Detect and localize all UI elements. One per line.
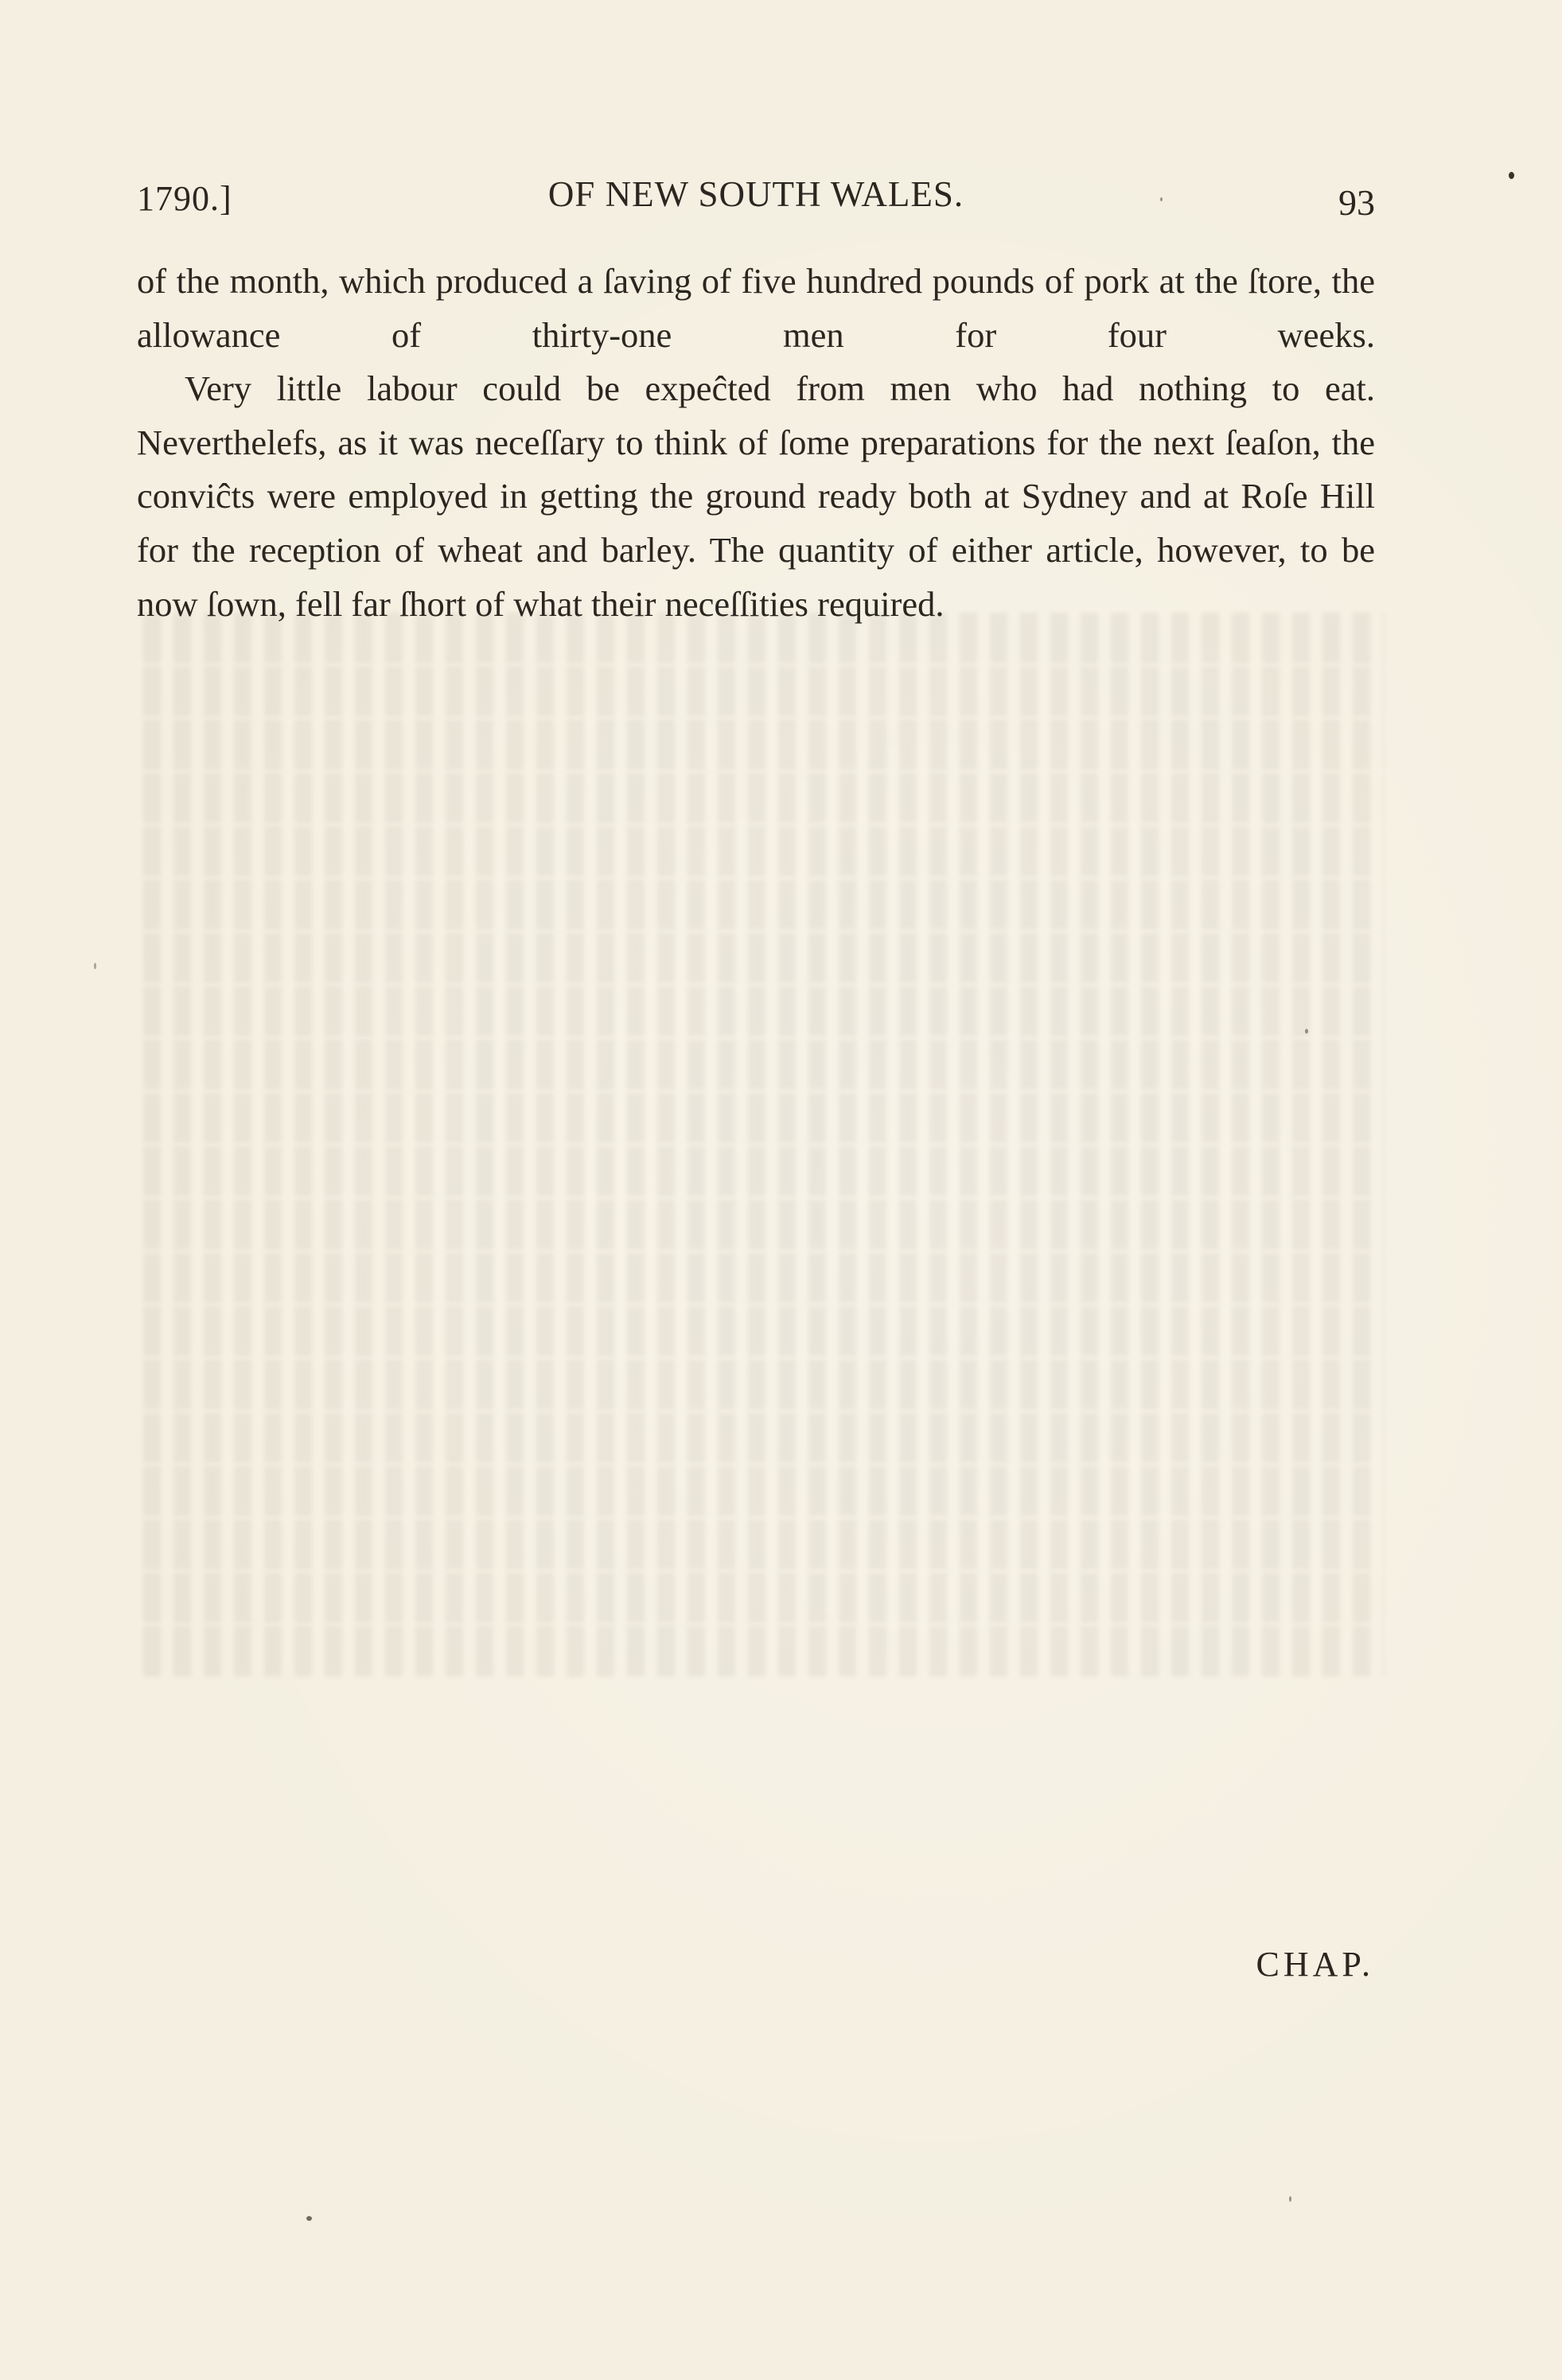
paper-speck bbox=[1160, 197, 1163, 201]
paper-speck bbox=[1289, 2196, 1291, 2202]
paragraph: Very little labour could be expeĉted from men who had nothing to eat. Neverthelefs, as it was neceſſary to think of ſome preparations for the next ſeaſon, the conviĉts were employed in getting the ground ready both at Sydney and at Roſe Hill for the reception of wheat and barley. The quantity of either article, however, to be now ſown, fell far ſhort of what their neceſſities required. bbox=[137, 368, 1375, 624]
body-text bbox=[137, 255, 1375, 631]
paper-speck bbox=[1509, 172, 1514, 179]
running-title: OF NEW SOUTH WALES. bbox=[547, 174, 964, 214]
page-number: 93 bbox=[1338, 182, 1375, 223]
paragraph: of the month, which produced a ſaving of five hundred pounds of pork at the ſtore, the allowance of thirty-one men for four weeks. bbox=[137, 261, 1375, 355]
catchword: CHAP. bbox=[1256, 1945, 1374, 1984]
paper-speck bbox=[1305, 1029, 1308, 1034]
paper-speck bbox=[306, 2216, 312, 2221]
bleed-through-text bbox=[143, 613, 1385, 1806]
header-year: 1790.] bbox=[137, 179, 232, 218]
running-header bbox=[137, 173, 1375, 221]
paper-speck bbox=[94, 963, 96, 969]
